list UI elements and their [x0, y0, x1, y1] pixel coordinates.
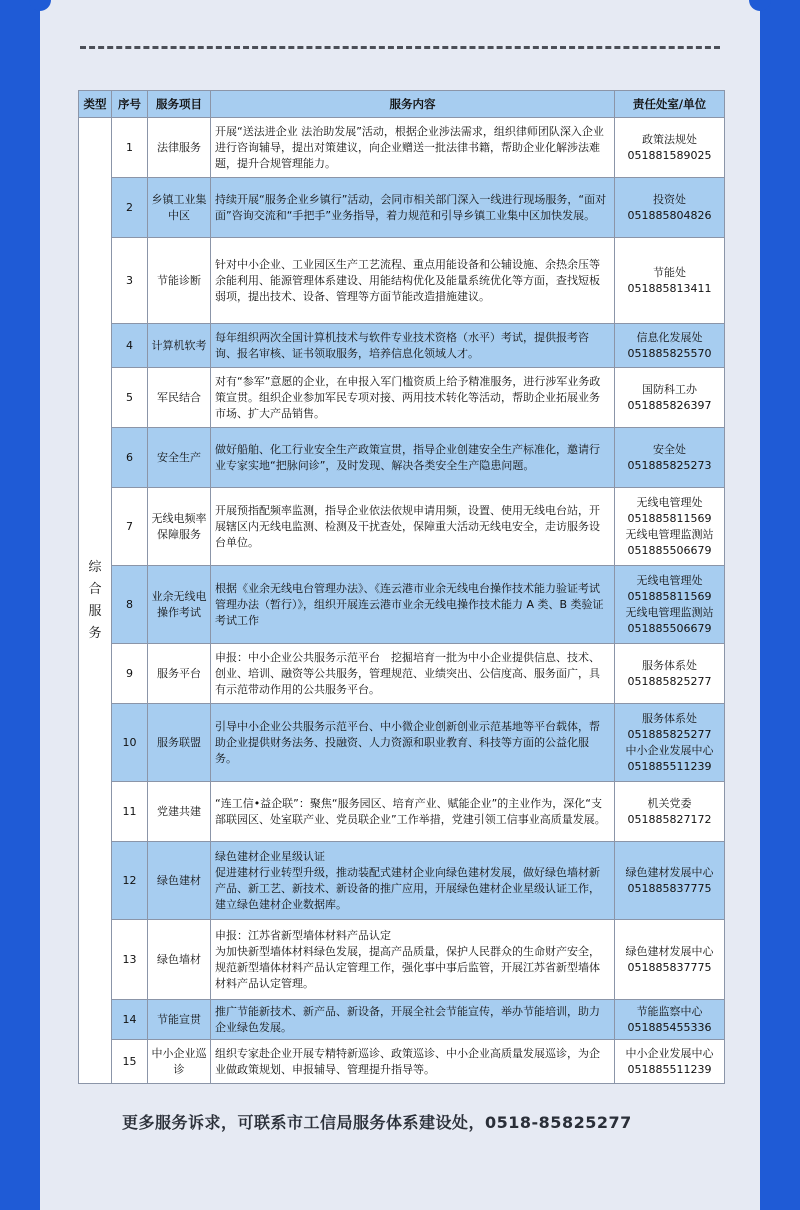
ticket-notch-right: [749, 0, 771, 11]
table-row: [79, 428, 725, 488]
row-number: 8: [112, 566, 148, 644]
table-row: [79, 782, 725, 842]
responsible-dept: [615, 238, 725, 324]
dept-phone: 051885837775: [627, 960, 712, 974]
service-item: 节能宣贯: [148, 1000, 211, 1040]
ticket-notch-left: [29, 0, 51, 11]
service-content: 引导中小企业公共服务示范平台、中小微企业创新创业示范基地等平台载体，帮助企业提供财务法务、投融资、人力资源和职业教育、科技等方面的公益化服务。: [211, 704, 615, 782]
service-item: 业余无线电操作考试: [148, 566, 211, 644]
ticket-card: [40, 0, 760, 1210]
dept-phone: 051885804826: [627, 208, 712, 222]
dept-name: 无线电管理处: [636, 573, 703, 587]
table-row: [79, 324, 725, 368]
service-content: “连工信•益企联”：聚焦“服务园区、培育产业、赋能企业”的主业作为，深化“支部联园区、处室联产业、党员联企业”工作举措，党建引领工信事业高质量发展。: [211, 782, 615, 842]
dept-name: 中小企业发展中心: [625, 743, 714, 757]
responsible-dept: [615, 566, 725, 644]
row-number: 6: [112, 428, 148, 488]
dept-phone: 051885811569: [627, 589, 712, 603]
dept-name: 投资处: [653, 192, 686, 206]
responsible-dept: [615, 178, 725, 238]
table-row: [79, 1040, 725, 1084]
dept-phone: 051885825273: [627, 458, 712, 472]
table-header-row: [79, 91, 725, 118]
responsible-dept: [615, 488, 725, 566]
header-dept: 责任处室/单位: [615, 91, 725, 118]
responsible-dept: [615, 644, 725, 704]
service-item: 乡镇工业集中区: [148, 178, 211, 238]
service-item: 绿色墙材: [148, 920, 211, 1000]
dashed-divider: [80, 46, 720, 49]
dept-name: 节能监察中心: [636, 1004, 703, 1018]
type-label: 综合服务: [88, 559, 102, 641]
service-item: 安全生产: [148, 428, 211, 488]
service-content: 针对中小企业、工业园区生产工艺流程、重点用能设备和公辅设施、余热余压等余能利用、能源管理体系建设、用能结构优化及能量系统优化等方面，查找短板弱项，提出技术、设备、管理等方面节能改造措施建议。: [211, 238, 615, 324]
row-number: 7: [112, 488, 148, 566]
dept-name: 无线电管理监测站: [625, 605, 714, 619]
service-content: 每年组织两次全国计算机技术与软件专业技术资格（水平）考试，提供报考咨询、报名审核、证书领取服务，培养信息化领域人才。: [211, 324, 615, 368]
dept-phone: 051885826397: [627, 398, 712, 412]
row-number: 13: [112, 920, 148, 1000]
responsible-dept: [615, 368, 725, 428]
dept-name: 政策法规处: [642, 132, 697, 146]
service-content: 持续开展“服务企业乡镇行”活动，会同市相关部门深入一线进行现场服务，“面对面”咨询交流和“手把手”业务指导，着力规范和引导乡镇工业集中区加快发展。: [211, 178, 615, 238]
table-body: [79, 118, 725, 1084]
table-row: [79, 488, 725, 566]
responsible-dept: [615, 704, 725, 782]
table-row: [79, 1000, 725, 1040]
dept-name: 绿色建材发展中心: [625, 865, 714, 879]
service-content: 开展“送法进企业 法治助发展”活动，根据企业涉法需求，组织律师团队深入企业进行咨询辅导，提出对策建议，向企业赠送一批法律书籍，帮助企业化解涉法难题，提升合规管理能力。: [211, 118, 615, 178]
dept-phone: 051885511239: [627, 759, 712, 773]
row-number: 11: [112, 782, 148, 842]
responsible-dept: [615, 920, 725, 1000]
dept-phone: 051885506679: [627, 543, 712, 557]
dept-name: 节能处: [653, 265, 686, 279]
dept-phone: 051885827172: [627, 812, 712, 826]
header-item: 服务项目: [148, 91, 211, 118]
table-row: [79, 842, 725, 920]
row-number: 2: [112, 178, 148, 238]
dept-name: 中小企业发展中心: [625, 1046, 714, 1060]
dept-phone: 051885813411: [627, 281, 712, 295]
dept-phone: 051885837775: [627, 881, 712, 895]
service-item: 法律服务: [148, 118, 211, 178]
header-content: 服务内容: [211, 91, 615, 118]
row-number: 1: [112, 118, 148, 178]
service-content: 申报：中小企业公共服务示范平台 挖掘培育一批为中小企业提供信息、技术、创业、培训、融资等公共服务，管理规范、业绩突出、公信度高、服务面广，具有示范带动作用的公共服务平台。: [211, 644, 615, 704]
service-content: 绿色建材企业星级认证 促进建材行业转型升级，推动装配式建材企业向绿色建材发展，做好绿色墙材新产品、新工艺、新技术、新设备的推广应用，开展绿色建材企业星级认证工作，建立绿色建材企业数据库。: [211, 842, 615, 920]
dept-phone: 051885825277: [627, 674, 712, 688]
service-content: 做好船舶、化工行业安全生产政策宣贯，指导企业创建安全生产标准化，邀请行业专家实地“把脉问诊”，及时发现、解决各类安全生产隐患问题。: [211, 428, 615, 488]
dept-name: 无线电管理监测站: [625, 527, 714, 541]
responsible-dept: [615, 842, 725, 920]
responsible-dept: [615, 324, 725, 368]
footer-contact-note: 更多服务诉求，可联系市工信局服务体系建设处，0518-85825277: [122, 1113, 632, 1132]
dept-name: 绿色建材发展中心: [625, 944, 714, 958]
dept-phone: 051885455336: [627, 1020, 712, 1034]
row-number: 4: [112, 324, 148, 368]
dept-name: 无线电管理处: [636, 495, 703, 509]
service-content: 推广节能新技术、新产品、新设备，开展全社会节能宣传，举办节能培训，助力企业绿色发展。: [211, 1000, 615, 1040]
service-table-wrapper: [78, 90, 724, 1084]
table-row: [79, 704, 725, 782]
service-content: 申报：江苏省新型墙体材料产品认定 为加快新型墙体材料绿色发展，提高产品质量，保护人民群众的生命财产安全，规范新型墙体材料产品认定管理工作，强化事中事后监管，开展江苏省新型墙体材料产品认定管理。: [211, 920, 615, 1000]
table-row: [79, 644, 725, 704]
row-number: 9: [112, 644, 148, 704]
service-item: 节能诊断: [148, 238, 211, 324]
service-content: 对有“参军”意愿的企业，在申报入军门槛资质上给予精准服务，进行涉军业务政策宣贯。组织企业参加军民专项对接、两用技术转化等活动，帮助企业拓展业务市场、扩大产品销售。: [211, 368, 615, 428]
dept-name: 信息化发展处: [636, 330, 703, 344]
responsible-dept: [615, 118, 725, 178]
table-row: [79, 178, 725, 238]
service-item: 党建共建: [148, 782, 211, 842]
table-row: [79, 238, 725, 324]
dept-name: 服务体系处: [642, 711, 697, 725]
dept-phone: 051881589025: [627, 148, 712, 162]
service-content: 开展预指配频率监测，指导企业依法依规申请用频，设置、使用无线电台站，开展辖区内无线电监测、检测及干扰查处，保障重大活动无线电安全，走访服务设台单位。: [211, 488, 615, 566]
service-item: 计算机软考: [148, 324, 211, 368]
service-table: [78, 90, 725, 1084]
service-item: 绿色建材: [148, 842, 211, 920]
service-item: 中小企业巡诊: [148, 1040, 211, 1084]
responsible-dept: [615, 1040, 725, 1084]
dept-name: 机关党委: [647, 796, 692, 810]
table-row: [79, 368, 725, 428]
table-row: [79, 118, 725, 178]
dept-name: 安全处: [653, 442, 686, 456]
table-row: [79, 920, 725, 1000]
dept-phone: 051885811569: [627, 511, 712, 525]
dept-phone: 051885825570: [627, 346, 712, 360]
header-num: 序号: [112, 91, 148, 118]
row-number: 5: [112, 368, 148, 428]
dept-phone: 051885506679: [627, 621, 712, 635]
table-row: [79, 566, 725, 644]
responsible-dept: [615, 782, 725, 842]
service-item: 服务平台: [148, 644, 211, 704]
service-content: 根据《业余无线电台管理办法》、《连云港市业余无线电台操作技术能力验证考试管理办法（暂行）》，组织开展连云港市业余无线电操作技术能力 A 类、B 类验证考试工作: [211, 566, 615, 644]
dept-name: 服务体系处: [642, 658, 697, 672]
service-content: 组织专家赴企业开展专精特新巡诊、政策巡诊、中小企业高质量发展巡诊，为企业做政策规划、申报辅导、管理提升指导等。: [211, 1040, 615, 1084]
row-number: 15: [112, 1040, 148, 1084]
responsible-dept: [615, 428, 725, 488]
row-number: 12: [112, 842, 148, 920]
dept-phone: 051885825277: [627, 727, 712, 741]
service-item: 服务联盟: [148, 704, 211, 782]
header-type: 类型: [79, 91, 112, 118]
row-number: 3: [112, 238, 148, 324]
type-cell: [79, 118, 112, 1084]
dept-phone: 051885511239: [627, 1062, 712, 1076]
row-number: 10: [112, 704, 148, 782]
responsible-dept: [615, 1000, 725, 1040]
service-item: 军民结合: [148, 368, 211, 428]
dept-name: 国防科工办: [642, 382, 697, 396]
service-item: 无线电频率保障服务: [148, 488, 211, 566]
row-number: 14: [112, 1000, 148, 1040]
